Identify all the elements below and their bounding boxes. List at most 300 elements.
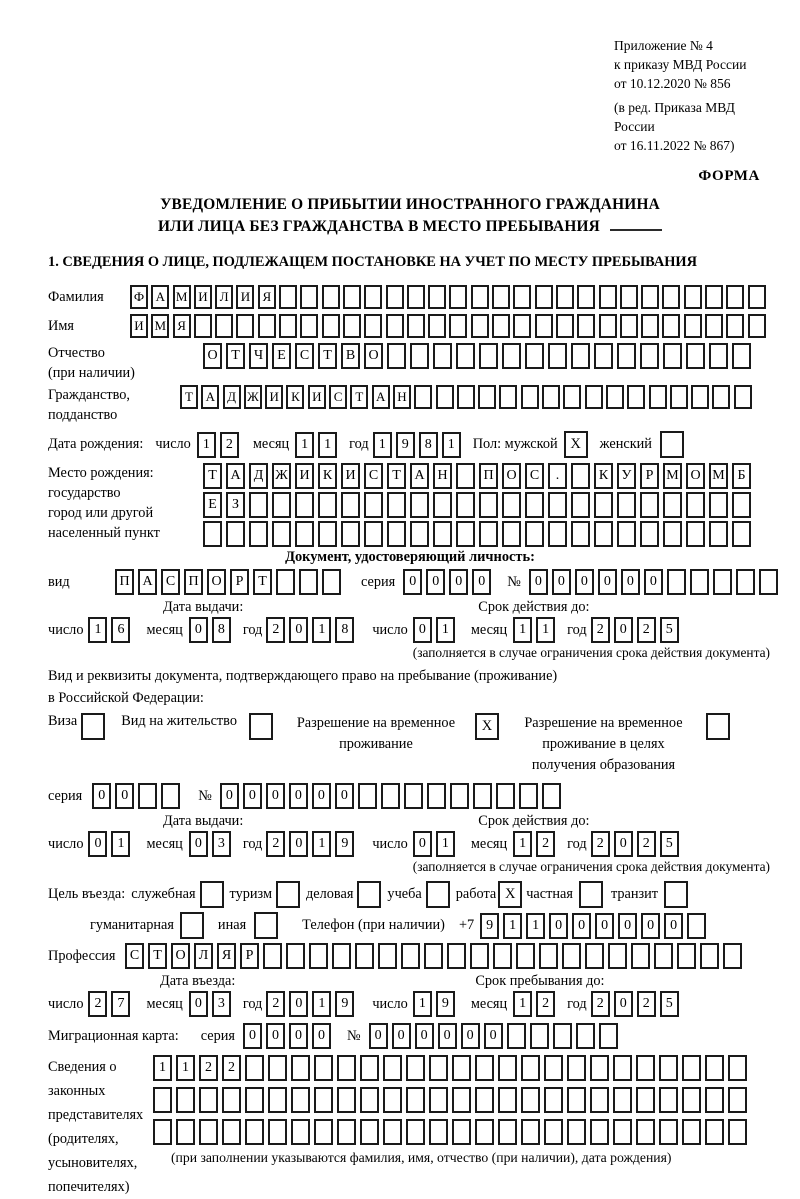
- char-box[interactable]: [548, 492, 567, 518]
- char-box[interactable]: [498, 1087, 517, 1113]
- residence-number-input[interactable]: [220, 783, 565, 809]
- char-box[interactable]: [507, 1023, 526, 1049]
- char-box[interactable]: [613, 1087, 632, 1113]
- char-box[interactable]: 1: [442, 432, 461, 458]
- char-box[interactable]: [544, 1087, 563, 1113]
- char-box[interactable]: [594, 492, 613, 518]
- char-box[interactable]: 0: [415, 1023, 434, 1049]
- char-box[interactable]: 1: [318, 432, 337, 458]
- char-box[interactable]: [631, 943, 650, 969]
- char-box[interactable]: [322, 569, 341, 595]
- char-box[interactable]: [200, 881, 224, 908]
- char-box[interactable]: [571, 463, 590, 489]
- char-box[interactable]: [268, 1055, 287, 1081]
- char-box[interactable]: [387, 492, 406, 518]
- edu-residence-checkbox[interactable]: [706, 713, 730, 740]
- char-box[interactable]: 1: [312, 991, 331, 1017]
- char-box[interactable]: [576, 1023, 595, 1049]
- char-box[interactable]: [456, 521, 475, 547]
- char-box[interactable]: 1: [111, 831, 130, 857]
- char-box[interactable]: С: [161, 569, 180, 595]
- char-box[interactable]: [734, 385, 752, 409]
- char-box[interactable]: [452, 1119, 471, 1145]
- char-box[interactable]: [493, 943, 512, 969]
- char-box[interactable]: [279, 285, 297, 309]
- char-box[interactable]: 0: [92, 783, 111, 809]
- entry-month-input[interactable]: [189, 991, 235, 1017]
- char-box[interactable]: [499, 385, 517, 409]
- char-box[interactable]: 0: [529, 569, 548, 595]
- char-box[interactable]: [475, 1087, 494, 1113]
- char-box[interactable]: [641, 314, 659, 338]
- char-box[interactable]: [726, 285, 744, 309]
- char-box[interactable]: [386, 285, 404, 309]
- stay-month-input[interactable]: [513, 991, 559, 1017]
- char-box[interactable]: 1: [197, 432, 216, 458]
- char-box[interactable]: [667, 569, 686, 595]
- char-box[interactable]: [479, 343, 498, 369]
- birthdate-day-input[interactable]: [197, 432, 243, 458]
- char-box[interactable]: [199, 1087, 218, 1113]
- char-box[interactable]: [414, 385, 432, 409]
- char-box[interactable]: [579, 881, 603, 908]
- char-box[interactable]: [709, 521, 728, 547]
- char-box[interactable]: [732, 521, 751, 547]
- char-box[interactable]: А: [151, 285, 169, 309]
- char-box[interactable]: 0: [312, 1023, 331, 1049]
- char-box[interactable]: Я: [217, 943, 236, 969]
- char-box[interactable]: [513, 285, 531, 309]
- char-box[interactable]: [535, 285, 553, 309]
- char-box[interactable]: [686, 492, 705, 518]
- char-box[interactable]: О: [502, 463, 521, 489]
- char-box[interactable]: 9: [436, 991, 455, 1017]
- char-box[interactable]: [640, 492, 659, 518]
- char-box[interactable]: 2: [220, 432, 239, 458]
- patronymic-input[interactable]: [203, 343, 755, 369]
- char-box[interactable]: [364, 314, 382, 338]
- char-box[interactable]: 2: [222, 1055, 241, 1081]
- char-box[interactable]: [226, 521, 245, 547]
- char-box[interactable]: 2: [536, 991, 555, 1017]
- char-box[interactable]: [276, 569, 295, 595]
- char-box[interactable]: 0: [392, 1023, 411, 1049]
- char-box[interactable]: Ч: [249, 343, 268, 369]
- char-box[interactable]: [332, 943, 351, 969]
- char-box[interactable]: [617, 343, 636, 369]
- name-input[interactable]: [130, 314, 769, 338]
- char-box[interactable]: [706, 713, 730, 740]
- char-box[interactable]: [153, 1119, 172, 1145]
- char-box[interactable]: 8: [335, 617, 354, 643]
- purpose-humanitarian-checkbox[interactable]: [180, 912, 204, 939]
- char-box[interactable]: 0: [614, 991, 633, 1017]
- char-box[interactable]: [236, 314, 254, 338]
- profession-input[interactable]: [125, 943, 746, 969]
- char-box[interactable]: [641, 285, 659, 309]
- char-box[interactable]: П: [479, 463, 498, 489]
- char-box[interactable]: [492, 285, 510, 309]
- representatives-row1-input[interactable]: [153, 1055, 751, 1081]
- char-box[interactable]: [502, 492, 521, 518]
- char-box[interactable]: [343, 285, 361, 309]
- char-box[interactable]: Д: [223, 385, 241, 409]
- char-box[interactable]: [700, 943, 719, 969]
- char-box[interactable]: В: [341, 343, 360, 369]
- char-box[interactable]: [263, 943, 282, 969]
- char-box[interactable]: [300, 285, 318, 309]
- char-box[interactable]: [314, 1055, 333, 1081]
- doc-issue-year-input[interactable]: [266, 617, 358, 643]
- char-box[interactable]: [599, 314, 617, 338]
- char-box[interactable]: М: [709, 463, 728, 489]
- char-box[interactable]: [364, 521, 383, 547]
- char-box[interactable]: 7: [111, 991, 130, 1017]
- char-box[interactable]: [410, 343, 429, 369]
- char-box[interactable]: 0: [549, 913, 568, 939]
- char-box[interactable]: [590, 1087, 609, 1113]
- char-box[interactable]: 0: [289, 991, 308, 1017]
- char-box[interactable]: [571, 343, 590, 369]
- purpose-work-checkbox[interactable]: [498, 881, 522, 908]
- char-box[interactable]: [355, 943, 374, 969]
- char-box[interactable]: [620, 314, 638, 338]
- char-box[interactable]: 1: [436, 831, 455, 857]
- char-box[interactable]: X: [564, 431, 588, 458]
- char-box[interactable]: [299, 569, 318, 595]
- char-box[interactable]: Т: [318, 343, 337, 369]
- char-box[interactable]: 0: [243, 783, 262, 809]
- char-box[interactable]: [659, 1119, 678, 1145]
- char-box[interactable]: [199, 1119, 218, 1145]
- char-box[interactable]: [594, 343, 613, 369]
- char-box[interactable]: [268, 1087, 287, 1113]
- char-box[interactable]: [258, 314, 276, 338]
- char-box[interactable]: [406, 1087, 425, 1113]
- char-box[interactable]: [457, 385, 475, 409]
- purpose-transit-checkbox[interactable]: [664, 881, 688, 908]
- char-box[interactable]: 0: [572, 913, 591, 939]
- char-box[interactable]: 0: [88, 831, 107, 857]
- char-box[interactable]: 8: [212, 617, 231, 643]
- char-box[interactable]: [728, 1055, 747, 1081]
- char-box[interactable]: [606, 385, 624, 409]
- char-box[interactable]: [659, 1055, 678, 1081]
- char-box[interactable]: [548, 343, 567, 369]
- char-box[interactable]: 0: [641, 913, 660, 939]
- char-box[interactable]: [222, 1087, 241, 1113]
- char-box[interactable]: [636, 1055, 655, 1081]
- char-box[interactable]: 0: [426, 569, 445, 595]
- char-box[interactable]: 0: [598, 569, 617, 595]
- char-box[interactable]: 2: [266, 831, 285, 857]
- char-box[interactable]: [378, 943, 397, 969]
- char-box[interactable]: К: [318, 463, 337, 489]
- char-box[interactable]: Т: [203, 463, 222, 489]
- char-box[interactable]: И: [295, 463, 314, 489]
- char-box[interactable]: 0: [189, 991, 208, 1017]
- char-box[interactable]: [686, 343, 705, 369]
- char-box[interactable]: К: [286, 385, 304, 409]
- char-box[interactable]: И: [341, 463, 360, 489]
- char-box[interactable]: [386, 314, 404, 338]
- char-box[interactable]: [404, 783, 423, 809]
- char-box[interactable]: 0: [461, 1023, 480, 1049]
- char-box[interactable]: [410, 521, 429, 547]
- char-box[interactable]: [662, 285, 680, 309]
- char-box[interactable]: [295, 492, 314, 518]
- char-box[interactable]: [286, 943, 305, 969]
- char-box[interactable]: [544, 1055, 563, 1081]
- char-box[interactable]: Л: [194, 943, 213, 969]
- char-box[interactable]: 9: [480, 913, 499, 939]
- char-box[interactable]: [732, 343, 751, 369]
- char-box[interactable]: [433, 492, 452, 518]
- doc-issue-day-input[interactable]: [88, 617, 134, 643]
- char-box[interactable]: 5: [660, 831, 679, 857]
- char-box[interactable]: [337, 1055, 356, 1081]
- char-box[interactable]: [748, 314, 766, 338]
- birthdate-month-input[interactable]: [295, 432, 341, 458]
- char-box[interactable]: [429, 1119, 448, 1145]
- char-box[interactable]: [613, 1055, 632, 1081]
- char-box[interactable]: [659, 1087, 678, 1113]
- char-box[interactable]: Л: [215, 285, 233, 309]
- char-box[interactable]: Ж: [244, 385, 262, 409]
- char-box[interactable]: [387, 521, 406, 547]
- char-box[interactable]: А: [226, 463, 245, 489]
- char-box[interactable]: [663, 521, 682, 547]
- char-box[interactable]: [387, 343, 406, 369]
- char-box[interactable]: [406, 1119, 425, 1145]
- char-box[interactable]: [268, 1119, 287, 1145]
- char-box[interactable]: [203, 521, 222, 547]
- char-box[interactable]: Т: [253, 569, 272, 595]
- char-box[interactable]: Е: [272, 343, 291, 369]
- residence-issue-year-input[interactable]: [266, 831, 358, 857]
- char-box[interactable]: 2: [591, 617, 610, 643]
- doc-kind-input[interactable]: [115, 569, 345, 595]
- char-box[interactable]: 0: [413, 831, 432, 857]
- char-box[interactable]: [471, 314, 489, 338]
- char-box[interactable]: [279, 314, 297, 338]
- char-box[interactable]: [627, 385, 645, 409]
- char-box[interactable]: 1: [153, 1055, 172, 1081]
- char-box[interactable]: 5: [660, 991, 679, 1017]
- char-box[interactable]: Р: [640, 463, 659, 489]
- char-box[interactable]: М: [173, 285, 191, 309]
- char-box[interactable]: 0: [403, 569, 422, 595]
- surname-input[interactable]: [130, 285, 769, 309]
- char-box[interactable]: [670, 385, 688, 409]
- char-box[interactable]: [357, 881, 381, 908]
- char-box[interactable]: 1: [295, 432, 314, 458]
- char-box[interactable]: [686, 521, 705, 547]
- char-box[interactable]: [732, 492, 751, 518]
- char-box[interactable]: Н: [393, 385, 411, 409]
- char-box[interactable]: [682, 1087, 701, 1113]
- doc-number-input[interactable]: [529, 569, 782, 595]
- purpose-official-checkbox[interactable]: [200, 881, 224, 908]
- char-box[interactable]: [556, 285, 574, 309]
- char-box[interactable]: [407, 314, 425, 338]
- char-box[interactable]: 0: [438, 1023, 457, 1049]
- representatives-row2-input[interactable]: [153, 1087, 751, 1113]
- char-box[interactable]: А: [410, 463, 429, 489]
- char-box[interactable]: [176, 1087, 195, 1113]
- purpose-other-checkbox[interactable]: [254, 912, 278, 939]
- char-box[interactable]: [709, 492, 728, 518]
- char-box[interactable]: 9: [396, 432, 415, 458]
- char-box[interactable]: 2: [536, 831, 555, 857]
- char-box[interactable]: 0: [289, 831, 308, 857]
- char-box[interactable]: С: [525, 463, 544, 489]
- char-box[interactable]: [272, 492, 291, 518]
- char-box[interactable]: [176, 1119, 195, 1145]
- char-box[interactable]: [513, 314, 531, 338]
- char-box[interactable]: 0: [449, 569, 468, 595]
- char-box[interactable]: [407, 285, 425, 309]
- char-box[interactable]: [314, 1087, 333, 1113]
- char-box[interactable]: [516, 943, 535, 969]
- char-box[interactable]: [544, 1119, 563, 1145]
- char-box[interactable]: 1: [436, 617, 455, 643]
- char-box[interactable]: [436, 385, 454, 409]
- migration-series-input[interactable]: [243, 1023, 335, 1049]
- char-box[interactable]: [449, 285, 467, 309]
- char-box[interactable]: 1: [503, 913, 522, 939]
- char-box[interactable]: 0: [575, 569, 594, 595]
- char-box[interactable]: 0: [335, 783, 354, 809]
- char-box[interactable]: [608, 943, 627, 969]
- char-box[interactable]: [478, 385, 496, 409]
- char-box[interactable]: 0: [289, 783, 308, 809]
- char-box[interactable]: 0: [618, 913, 637, 939]
- char-box[interactable]: [649, 385, 667, 409]
- char-box[interactable]: [475, 1119, 494, 1145]
- char-box[interactable]: [343, 314, 361, 338]
- char-box[interactable]: [590, 1055, 609, 1081]
- char-box[interactable]: 9: [335, 831, 354, 857]
- char-box[interactable]: [617, 521, 636, 547]
- char-box[interactable]: Т: [180, 385, 198, 409]
- char-box[interactable]: [521, 1087, 540, 1113]
- char-box[interactable]: [161, 783, 180, 809]
- char-box[interactable]: [322, 314, 340, 338]
- char-box[interactable]: [318, 521, 337, 547]
- char-box[interactable]: 1: [513, 991, 532, 1017]
- char-box[interactable]: [337, 1087, 356, 1113]
- char-box[interactable]: [542, 385, 560, 409]
- char-box[interactable]: [726, 314, 744, 338]
- char-box[interactable]: [684, 314, 702, 338]
- char-box[interactable]: [314, 1119, 333, 1145]
- char-box[interactable]: [585, 385, 603, 409]
- char-box[interactable]: С: [329, 385, 347, 409]
- char-box[interactable]: И: [130, 314, 148, 338]
- char-box[interactable]: [153, 1087, 172, 1113]
- representatives-row3-input[interactable]: [153, 1119, 751, 1145]
- char-box[interactable]: 0: [189, 831, 208, 857]
- char-box[interactable]: [502, 521, 521, 547]
- char-box[interactable]: Д: [249, 463, 268, 489]
- char-box[interactable]: 0: [614, 617, 633, 643]
- char-box[interactable]: А: [138, 569, 157, 595]
- char-box[interactable]: [577, 314, 595, 338]
- char-box[interactable]: Я: [258, 285, 276, 309]
- phone-input[interactable]: [480, 913, 710, 939]
- char-box[interactable]: [539, 943, 558, 969]
- char-box[interactable]: [291, 1119, 310, 1145]
- char-box[interactable]: 8: [419, 432, 438, 458]
- char-box[interactable]: 0: [266, 783, 285, 809]
- char-box[interactable]: Т: [226, 343, 245, 369]
- char-box[interactable]: [215, 314, 233, 338]
- char-box[interactable]: М: [151, 314, 169, 338]
- char-box[interactable]: [470, 943, 489, 969]
- char-box[interactable]: [664, 881, 688, 908]
- char-box[interactable]: [662, 314, 680, 338]
- char-box[interactable]: [360, 1087, 379, 1113]
- char-box[interactable]: [748, 285, 766, 309]
- char-box[interactable]: О: [364, 343, 383, 369]
- char-box[interactable]: [705, 285, 723, 309]
- char-box[interactable]: 9: [335, 991, 354, 1017]
- doc-expiry-month-input[interactable]: [513, 617, 559, 643]
- char-box[interactable]: 1: [88, 617, 107, 643]
- char-box[interactable]: .: [548, 463, 567, 489]
- char-box[interactable]: [723, 943, 742, 969]
- char-box[interactable]: [492, 314, 510, 338]
- char-box[interactable]: 2: [591, 991, 610, 1017]
- char-box[interactable]: [383, 1119, 402, 1145]
- char-box[interactable]: [381, 783, 400, 809]
- char-box[interactable]: [542, 783, 561, 809]
- char-box[interactable]: 0: [220, 783, 239, 809]
- char-box[interactable]: [567, 1087, 586, 1113]
- char-box[interactable]: С: [125, 943, 144, 969]
- char-box[interactable]: [360, 1119, 379, 1145]
- char-box[interactable]: 6: [111, 617, 130, 643]
- birthplace-row3-input[interactable]: [203, 521, 755, 547]
- char-box[interactable]: [496, 783, 515, 809]
- char-box[interactable]: [337, 1119, 356, 1145]
- char-box[interactable]: А: [201, 385, 219, 409]
- char-box[interactable]: [452, 1087, 471, 1113]
- char-box[interactable]: [684, 285, 702, 309]
- char-box[interactable]: [736, 569, 755, 595]
- char-box[interactable]: [471, 285, 489, 309]
- char-box[interactable]: 0: [472, 569, 491, 595]
- char-box[interactable]: [705, 1087, 724, 1113]
- citizenship-input[interactable]: [180, 385, 755, 409]
- char-box[interactable]: [245, 1087, 264, 1113]
- visa-checkbox[interactable]: [81, 713, 105, 740]
- entry-day-input[interactable]: [88, 991, 134, 1017]
- char-box[interactable]: [433, 343, 452, 369]
- char-box[interactable]: 1: [413, 991, 432, 1017]
- char-box[interactable]: Т: [350, 385, 368, 409]
- char-box[interactable]: 2: [88, 991, 107, 1017]
- char-box[interactable]: 0: [614, 831, 633, 857]
- sex-female-checkbox[interactable]: [660, 431, 684, 458]
- purpose-tourism-checkbox[interactable]: [276, 881, 300, 908]
- char-box[interactable]: [360, 1055, 379, 1081]
- doc-expiry-day-input[interactable]: [413, 617, 459, 643]
- char-box[interactable]: [728, 1119, 747, 1145]
- char-box[interactable]: [428, 314, 446, 338]
- char-box[interactable]: К: [594, 463, 613, 489]
